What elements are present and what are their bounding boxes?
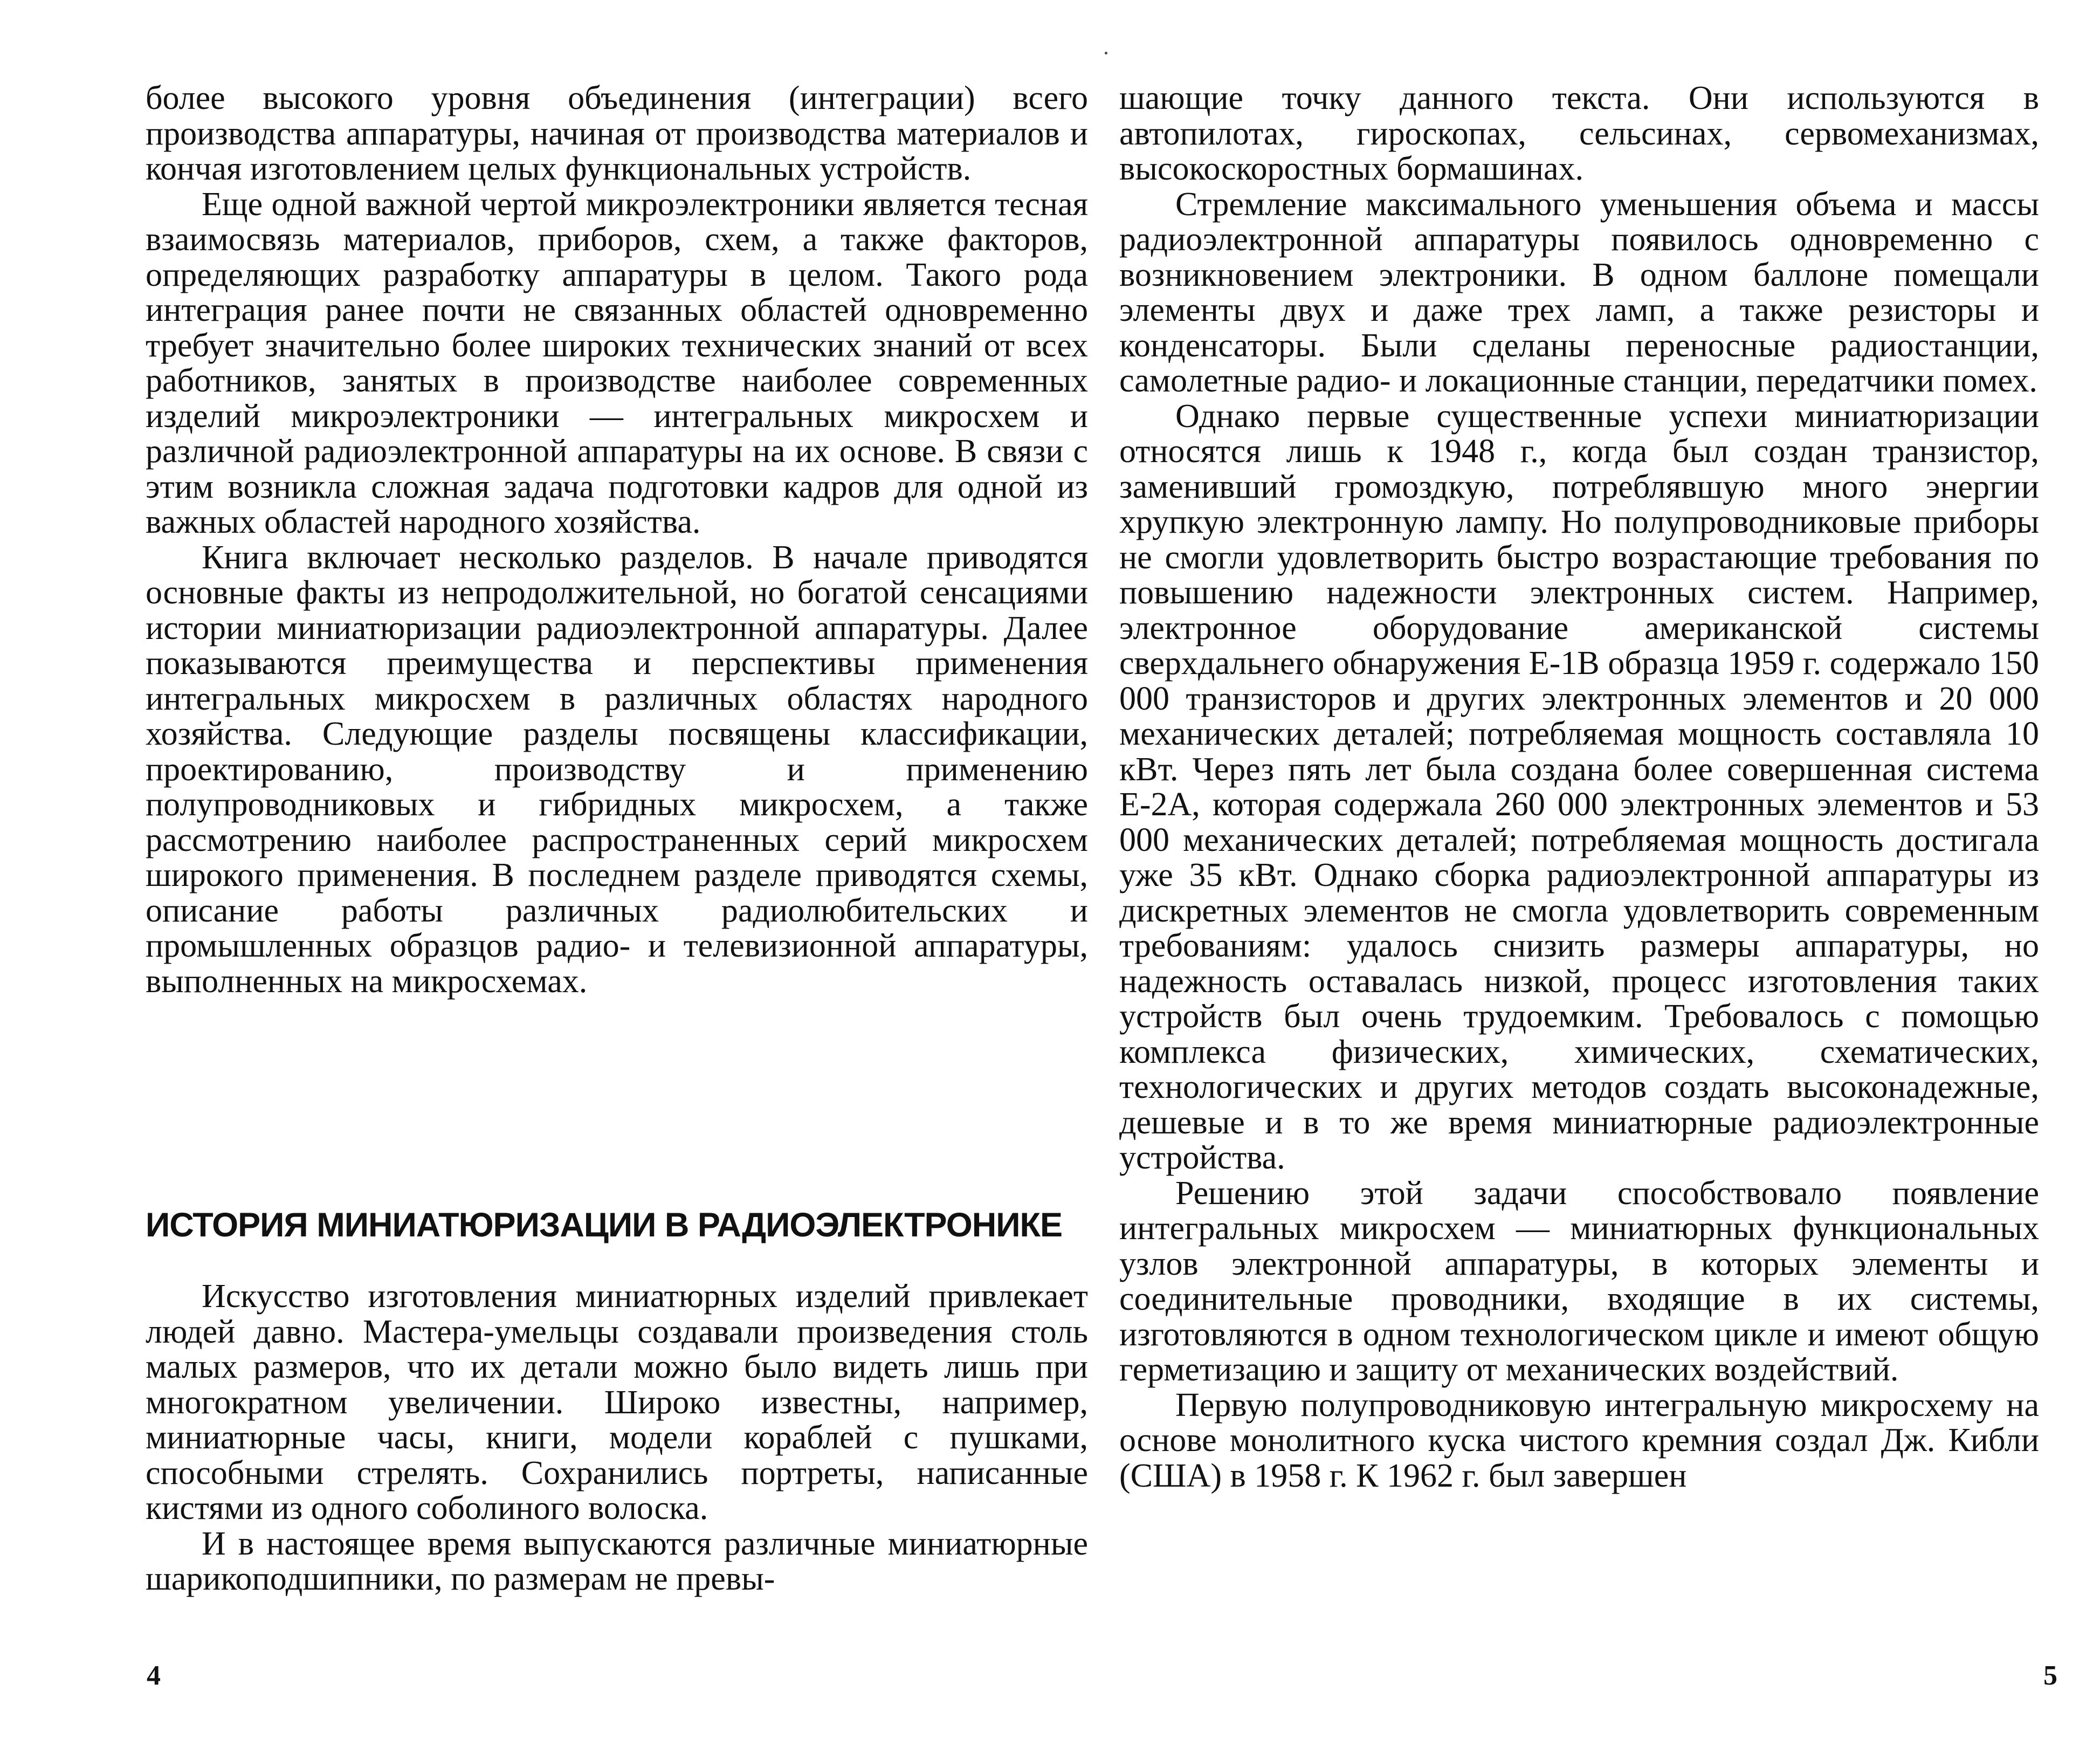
paragraph: Стремление максимального уменьшения объема и массы радиоэлектронной аппаратуры появилось одновременно с возникновением электроники. В одном баллоне помещали элементы двух и даже трех ламп, а также резисторы и конденсаторы. Были сделаны переносные радиостанции, самолетные радио- и локационные станции, передатчики помех.	[1119, 185, 2039, 399]
left-column-top	[146, 81, 1088, 999]
paragraph: И в настоящее время выпускаются различные миниатюрные шарикоподшипники, по размерам не превы-	[146, 1525, 1088, 1597]
left-column-bottom	[146, 1279, 1088, 1597]
paragraph: более высокого уровня объединения (интеграции) всего производства аппаратуры, начиная от производства материалов и кончая изготовлением целых функциональных устройств.	[146, 80, 1088, 187]
paragraph: Первую полупроводниковую интегральную микросхему на основе монолитного куска чистого кремния создал Дж. Кибли (США) в 1958 г. К 1962 г. был завершен	[1119, 1386, 2039, 1494]
page-number-left: 4	[147, 1660, 161, 1691]
section-heading: ИСТОРИЯ МИНИАТЮРИЗАЦИИ В РАДИОЭЛЕКТРОНИКЕ	[146, 1206, 1062, 1244]
right-column	[1119, 81, 2039, 1494]
right-page	[1050, 0, 2100, 1760]
paragraph: Еще одной важной чертой микроэлектроники является тесная взаимосвязь материалов, приборов, схем, а также факторов, определяющих разработку аппаратуры в целом. Такого рода интеграция ранее почти не связанных областей одновременно требует значительно более широких технических знаний от всех работников, занятых в производстве наиболее современных изделий микроэлектроники — интегральных микросхем и различной радиоэлектронной аппаратуры на их основе. В связи с этим возникла сложная задача подготовки кадров для одной из важных областей народного хозяйства.	[146, 185, 1088, 540]
paragraph: шающие точку данного текста. Они используются в автопилотах, гироскопах, сельсинах, сервомеханизмах, высокоскоростных бормашинах.	[1119, 80, 2039, 187]
paragraph: Книга включает несколько разделов. В начале приводятся основные факты из непродолжительной, но богатой сенсациями истории миниатюризации радиоэлектронной аппаратуры. Далее показываются преимущества и перспективы применения интегральных микросхем в различных областях народного хозяйства. Следующие разделы посвящены классификации, проектированию, производству и применению полупроводниковых и гибридных микросхем, а также рассмотрению наиболее распространенных серий микросхем широкого применения. В последнем разделе приводятся схемы, описание работы различных радиолюбительских и промышленных образцов радио- и телевизионной аппаратуры, выполненных на микросхемах.	[146, 539, 1088, 1000]
paragraph: Решению этой задачи способствовало появление интегральных микросхем — миниатюрных функциональных узлов электронной аппаратуры, в которых элементы и соединительные проводники, входящие в их системы, изготовляются в одном технологическом цикле и имеют общую герметизацию и защиту от механических воздействий.	[1119, 1174, 2039, 1388]
page-number-right: 5	[2043, 1660, 2057, 1691]
paragraph: Искусство изготовления миниатюрных изделий привлекает людей давно. Мастера-умельцы создавали произведения столь малых размеров, что их детали можно было видеть лишь при многократном увеличении. Широко известны, например, миниатюрные часы, книги, модели кораблей с пушками, способными стрелять. Сохранились портреты, написанные кистями из одного соболиного волоска.	[146, 1278, 1088, 1527]
paragraph: Однако первые существенные успехи миниатюризации относятся лишь к 1948 г., когда был создан транзистор, заменивший громоздкую, потреблявшую много энергии хрупкую электронную лампу. Но полупроводниковые приборы не смогли удовлетворить быстро возрастающие требования по повышению надежности электронных систем. Например, электронное оборудование американской системы сверхдальнего обнаружения Е-1В образца 1959 г. содержало 150 000 транзисторов и других электронных элементов и 20 000 механических деталей; потребляемая мощность составляла 10 кВт. Через пять лет была создана более совершенная система Е-2А, которая содержала 260 000 электронных элементов и 53 000 механических деталей; потребляемая мощность достигала уже 35 кВт. Однако сборка радиоэлектронной аппаратуры из дискретных элементов не смогла удовлетворить современным требованиям: удалось снизить размеры аппаратуры, но надежность оставалась низкой, процесс изготовления таких устройств был очень трудоемким. Требовалось с помощью комплекса физических, химических, схематических, технологических и других методов создать высоконадежные, дешевые и в то же время миниатюрные радиоэлектронные устройства.	[1119, 397, 2039, 1176]
